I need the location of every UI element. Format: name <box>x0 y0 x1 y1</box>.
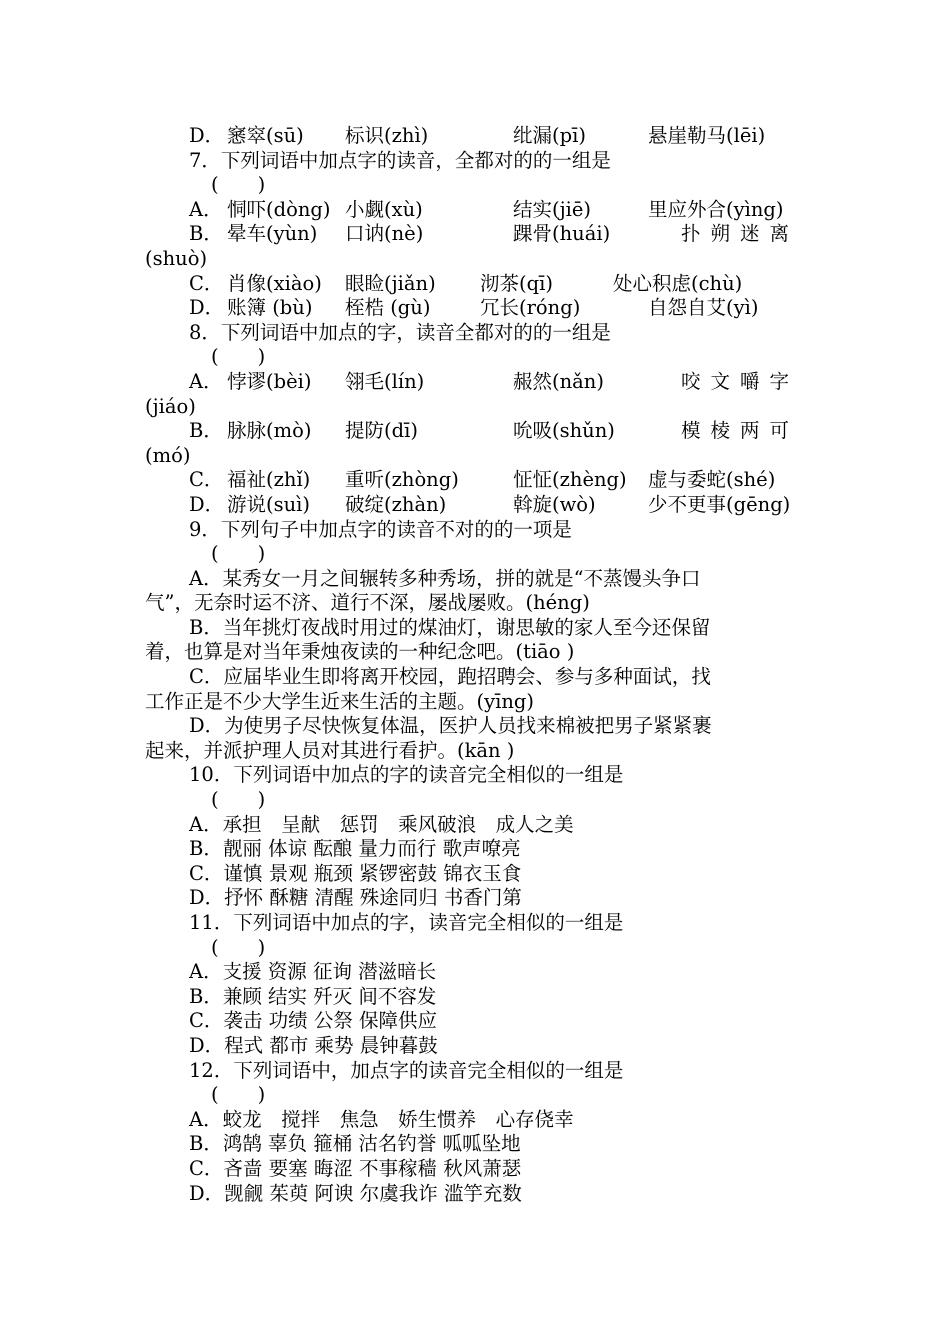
option-word: 沏茶(qī) <box>480 271 553 295</box>
q7-option-d <box>145 296 807 321</box>
q8-option-c <box>145 468 807 493</box>
option-letter: A． <box>189 369 223 393</box>
q11-option-b: B．兼顾 结实 歼灭 间不容发 <box>189 984 437 1008</box>
q9-option-a-continued: 气”，无奈时运不济、道行不深，屡战屡败。(héng) <box>145 591 590 615</box>
option-word: 脉脉(mò) <box>227 419 312 443</box>
q8-option-d <box>145 493 807 518</box>
q8-stem: 8．下列词语中加点的字，读音全都对的的一组是 <box>189 320 611 344</box>
q8-option-b-continued: (mó) <box>145 443 191 467</box>
option-letter: B． <box>189 419 223 443</box>
q9-stem: 9．下列句子中加点字的读音不对的的一项是 <box>189 517 572 541</box>
option-word: 赧然(nǎn) <box>513 369 604 393</box>
q8-option-b <box>145 419 807 444</box>
option-letter: C． <box>189 468 224 492</box>
q7-option-c <box>145 272 807 297</box>
option-word: 处心积虑(chù) <box>613 271 743 295</box>
q6-option-d <box>145 124 807 149</box>
option-word: 提防(dī) <box>345 419 418 443</box>
option-letter: D． <box>189 296 225 320</box>
q9-option-b: B．当年挑灯夜战时用过的煤油灯，谢思敏的家人至今还保留 <box>189 615 711 639</box>
q7-option-a <box>145 198 807 223</box>
q11-answer-paren: ( ) <box>211 935 266 959</box>
option-word: 吮吸(shǔn) <box>513 419 615 443</box>
q9-option-b-continued: 着，也算是对当年秉烛夜读的一种纪念吧。(tiāo ) <box>145 640 575 664</box>
option-word: 口讷(nè) <box>345 222 424 246</box>
option-letter: D． <box>189 124 225 147</box>
q12-option-c: C．吝啬 要塞 晦涩 不事稼穑 秋风萧瑟 <box>189 1156 522 1180</box>
option-word: 悬崖勒马(lēi) <box>648 124 766 147</box>
q11-stem: 11．下列词语中加点的字，读音完全相似的一组是 <box>189 911 624 934</box>
option-word: 模棱两可 <box>681 419 800 443</box>
option-word: 冗长(róng) <box>480 296 581 320</box>
option-word: 咬文嚼字 <box>681 369 800 393</box>
option-word: 窸窣(sū) <box>227 124 304 147</box>
option-word: 虚与委蛇(shé) <box>648 468 776 492</box>
q12-answer-paren: ( ) <box>211 1083 266 1107</box>
option-word: 自怨自艾(yì) <box>648 296 759 320</box>
q12-stem: 12．下列词语中，加点字的读音完全相似的一组是 <box>189 1058 624 1082</box>
option-word: 里应外合(yìng) <box>648 197 784 221</box>
q9-answer-paren: ( ) <box>211 542 266 566</box>
option-word: 扑朔迷离 <box>681 222 800 246</box>
option-word: 肖像(xiào) <box>227 271 322 295</box>
option-word: 少不更事(gēng) <box>648 492 791 516</box>
option-word: 翎毛(lín) <box>345 369 425 393</box>
option-word: 账簿 (bù) <box>227 296 313 320</box>
q10-answer-paren: ( ) <box>211 788 266 812</box>
q10-option-b: B．靓丽 体谅 酝酿 量力而行 歌声嘹亮 <box>189 837 521 861</box>
option-word: 踝骨(huái) <box>513 222 611 246</box>
option-word: 斡旋(wò) <box>513 492 596 516</box>
q10-option-c: C．谨慎 景观 瓶颈 紧锣密鼓 锦衣玉食 <box>189 861 522 885</box>
q9-option-c: C．应届毕业生即将离开校园，跑招聘会、参与多种面试，找 <box>189 665 711 689</box>
q9-option-d-continued: 起来，并派护理人员对其进行看护。(kān ) <box>145 738 515 762</box>
option-word: 眼睑(jiǎn) <box>345 271 436 295</box>
q12-option-d: D．觊觎 茱萸 阿谀 尔虞我诈 滥竽充数 <box>189 1181 522 1205</box>
option-word: 纰漏(pī) <box>513 124 586 147</box>
option-word: 福祉(zhǐ) <box>227 468 311 492</box>
q7-option-b <box>145 222 807 247</box>
q9-option-a: A．某秀女一月之间辗转多种秀场，拼的就是“不蒸馒头争口 <box>189 566 701 590</box>
option-letter: D． <box>189 492 225 516</box>
q8-option-a-continued: (jiáo) <box>145 394 196 418</box>
option-word: 桎梏 (gù) <box>345 296 431 320</box>
option-word: 重听(zhòng) <box>345 468 459 492</box>
q11-option-a: A．支援 资源 征询 潜滋暗长 <box>189 960 437 984</box>
option-word: 晕车(yùn) <box>227 222 318 246</box>
q10-option-d: D．抒怀 酥糖 清醒 殊途同归 书香门第 <box>189 886 522 910</box>
q11-option-c: C．袭击 功绩 公祭 保障供应 <box>189 1009 438 1033</box>
option-word: 悖谬(bèi) <box>227 369 312 393</box>
option-word: 结实(jiē) <box>513 197 592 221</box>
option-word: 小觑(xù) <box>345 197 423 221</box>
q7-stem: 7．下列词语中加点字的读音，全都对的的一组是 <box>189 148 611 172</box>
q12-option-b: B．鸿鹄 辜负 箍桶 沽名钓誉 呱呱坠地 <box>189 1132 521 1156</box>
option-word: 怔怔(zhèng) <box>513 468 627 492</box>
option-letter: C． <box>189 271 224 295</box>
option-word: 标识(zhì) <box>345 124 429 147</box>
q7-answer-paren: ( ) <box>211 173 266 197</box>
q8-option-a <box>145 370 807 395</box>
q7-option-b-continued: (shuò) <box>145 246 208 270</box>
q12-option-a: A．蛟龙 搅拌 焦急 娇生惯养 心存侥幸 <box>189 1107 574 1131</box>
q8-answer-paren: ( ) <box>211 345 266 369</box>
document-page <box>145 124 807 1206</box>
q11-option-d: D．程式 都市 乘势 晨钟暮鼓 <box>189 1033 438 1057</box>
q10-stem: 10．下列词语中加点的字的读音完全相似的一组是 <box>189 763 624 787</box>
option-word: 恫吓(dòng) <box>227 197 331 221</box>
option-word: 游说(suì) <box>227 492 311 516</box>
option-letter: A． <box>189 197 223 221</box>
q9-option-c-continued: 工作正是不少大学生近来生活的主题。(yīng) <box>145 689 535 713</box>
q10-option-a: A．承担 呈献 惩罚 乘风破浪 成人之美 <box>189 812 574 836</box>
q9-option-d: D．为使男子尽快恢复体温，医护人员找来棉被把男子紧紧裹 <box>189 714 712 738</box>
option-letter: B． <box>189 222 223 246</box>
option-word: 破绽(zhàn) <box>345 492 447 516</box>
